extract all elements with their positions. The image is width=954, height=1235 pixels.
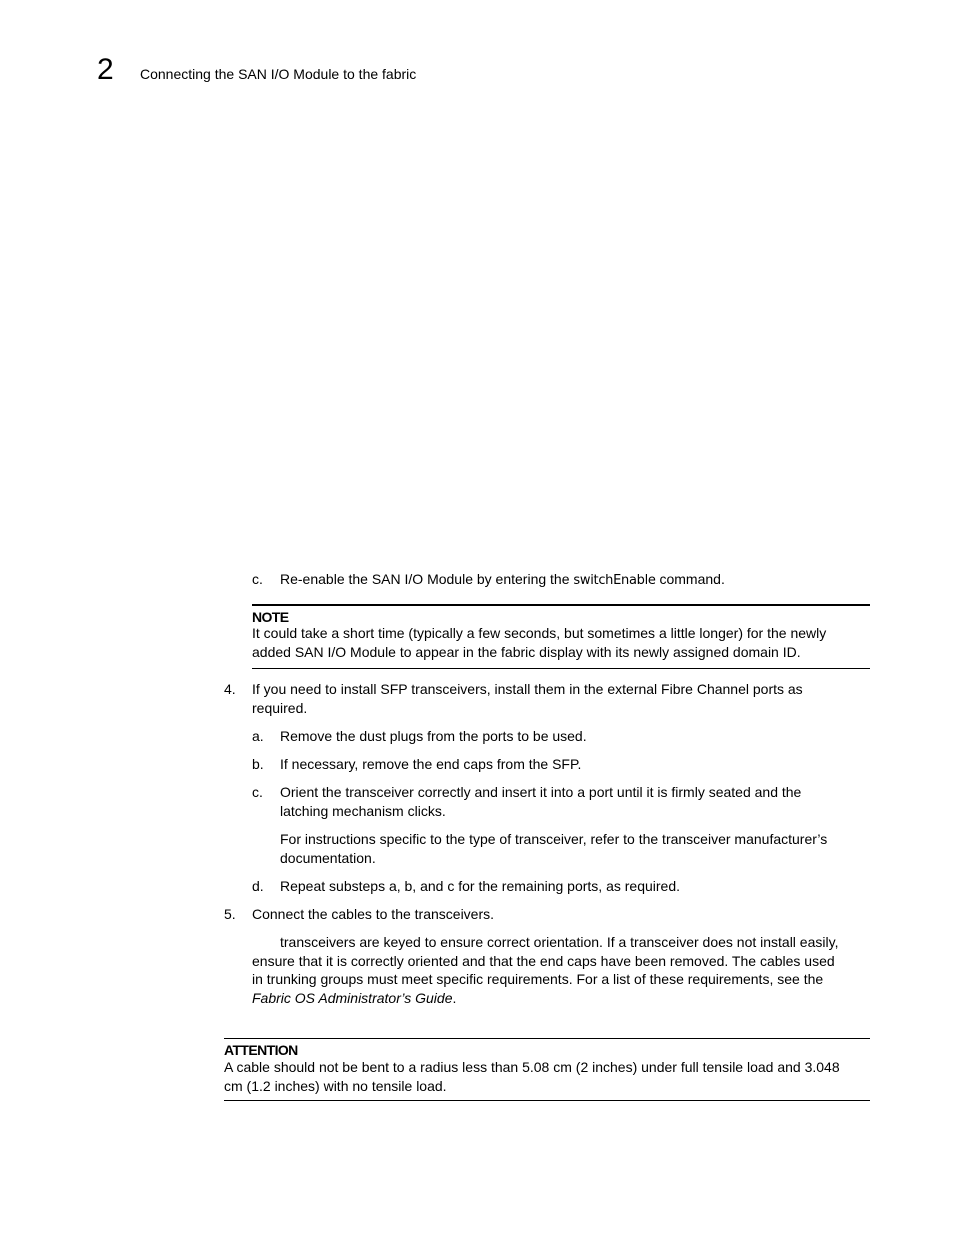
step-4-line-2: required. — [252, 700, 308, 716]
step-4a-text: Remove the dust plugs from the ports to be used. — [280, 728, 587, 744]
guide-title-period: . — [452, 990, 457, 1006]
note-line-1: It could take a short time (typically a few seconds, but sometimes a little longer) for the newly — [252, 625, 827, 641]
step-4c-para-line-2: documentation. — [280, 850, 376, 866]
step-4c-para-line-1: For instructions specific to the type of transceiver, refer to the transceiver manufacturer’s — [280, 831, 828, 847]
step-5-para-line-4 — [252, 989, 456, 1008]
step-4a-label: a. — [252, 728, 264, 744]
step-4c-line-2: latching mechanism clicks. — [280, 803, 446, 819]
step-4d-text: Repeat substeps a, b, and c for the remaining ports, as required. — [280, 878, 681, 894]
note-bottom-rule — [252, 668, 870, 669]
step-4c-line-1: Orient the transceiver correctly and insert it into a port until it is firmly seated and the — [280, 784, 802, 800]
step-5-para-line-1: transceivers are keyed to ensure correct orientation. If a transceiver does not install easily, — [280, 934, 839, 950]
step-5-label: 5. — [224, 906, 236, 922]
attention-bottom-rule — [224, 1100, 870, 1101]
step-3c-text — [280, 570, 725, 590]
step-4-label: 4. — [224, 681, 236, 697]
step-4c-label: c. — [252, 784, 263, 800]
step-5-para-line-2: ensure that it is correctly oriented and that the end caps have been removed. The cables used — [252, 953, 835, 969]
attention-line-1: A cable should not be bent to a radius less than 5.08 cm (2 inches) under full tensile load and 3.048 — [224, 1059, 840, 1075]
step-3c-text-before: Re-enable the SAN I/O Module by entering the — [280, 571, 574, 587]
chapter-number: 2 — [97, 53, 114, 86]
step-5-text: Connect the cables to the transceivers. — [252, 906, 495, 922]
step-4b-label: b. — [252, 756, 264, 772]
command-switchenable: switchEnable — [573, 573, 656, 588]
step-3c-text-after: command. — [655, 571, 725, 587]
note-heading: NOTE — [252, 609, 289, 625]
step-4b-text: If necessary, remove the end caps from the SFP. — [280, 756, 582, 772]
attention-top-rule — [224, 1038, 870, 1039]
attention-line-2: cm (1.2 inches) with no tensile load. — [224, 1078, 447, 1094]
step-4-line-1: If you need to install SFP transceivers, install them in the external Fibre Channel ports as — [252, 681, 803, 697]
step-5-para-line-3: in trunking groups must meet specific requirements. For a list of these requirements, see the — [252, 971, 824, 987]
step-4d-label: d. — [252, 878, 264, 894]
note-line-2: added SAN I/O Module to appear in the fabric display with its newly assigned domain ID. — [252, 644, 801, 660]
running-title: Connecting the SAN I/O Module to the fabric — [140, 66, 417, 82]
attention-heading: ATTENTION — [224, 1042, 298, 1058]
step-3c-label: c. — [252, 571, 263, 587]
note-top-rule — [252, 604, 870, 606]
guide-title: Fabric OS Administrator’s Guide — [252, 990, 453, 1006]
